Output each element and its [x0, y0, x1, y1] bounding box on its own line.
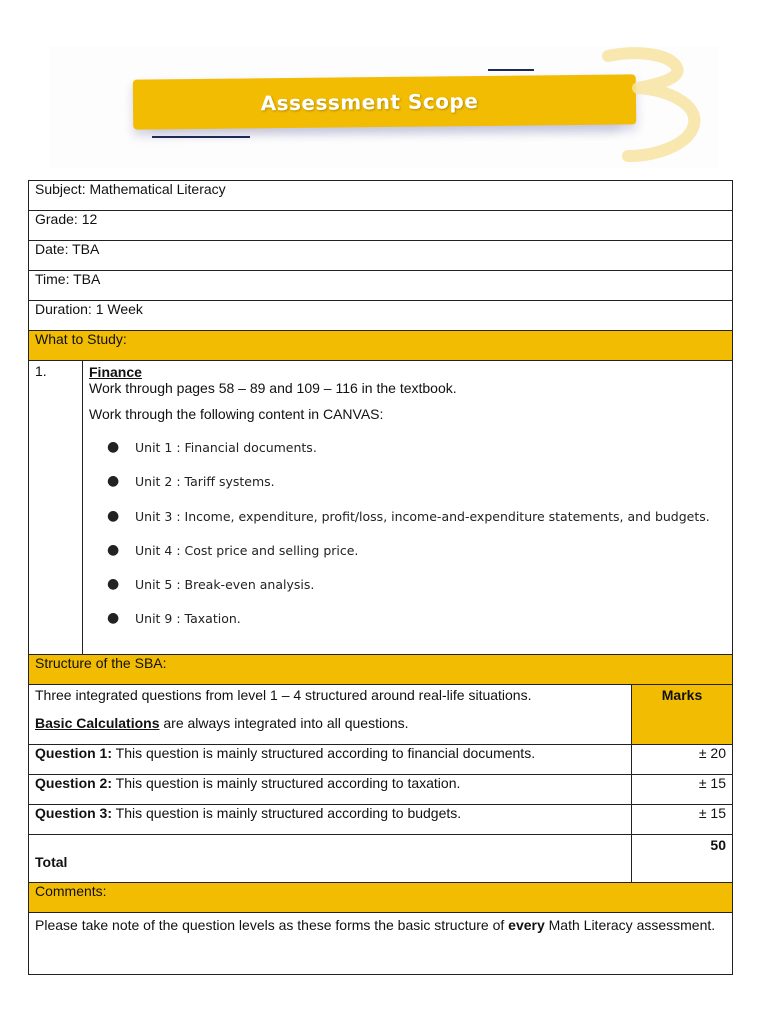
finance-cell: [83, 361, 733, 655]
decorative-line: [488, 69, 534, 71]
bullet-icon: ●: [107, 439, 120, 455]
textbook-pages-text: Work through pages 58 – 89 and 109 – 116 in the textbook.: [89, 380, 457, 396]
total-marks: 50: [632, 835, 733, 883]
date-cell: Date: TBA: [29, 241, 733, 271]
duration-cell: Duration: 1 Week: [29, 301, 733, 331]
swoosh-decoration-icon: [598, 44, 708, 168]
unit-list: [107, 440, 726, 646]
assessment-table: [28, 180, 733, 975]
question-marks: ± 15: [632, 805, 733, 835]
finance-heading: Finance: [89, 364, 142, 380]
time-cell: Time: TBA: [29, 271, 733, 301]
table-row: [29, 805, 733, 835]
comments-row: [29, 913, 733, 975]
question-cell: Question 2: This question is mainly structured according to taxation.: [29, 775, 632, 805]
banner: [133, 74, 636, 129]
marks-header: Marks: [632, 685, 733, 745]
list-item: ● Unit 2 : Tariff systems.: [107, 473, 275, 490]
comments-text: Please take note of the question levels as these forms the basic structure of every Math Literacy assessment.: [29, 913, 733, 975]
subject-cell: Subject: Mathematical Literacy: [29, 181, 733, 211]
grade-cell: Grade: 12: [29, 211, 733, 241]
decorative-line: [152, 136, 250, 138]
question-cell: Question 1: This question is mainly structured according to financial documents.: [29, 745, 632, 775]
finance-row: [29, 361, 733, 655]
canvas-text: Work through the following content in CANVAS:: [89, 406, 384, 422]
basic-calculations-text: Basic Calculations are always integrated into all questions.: [35, 715, 409, 731]
bullet-icon: ●: [107, 610, 120, 627]
structure-intro-cell: [29, 685, 632, 745]
table-row: [29, 745, 733, 775]
total-label: Total: [29, 835, 632, 883]
list-item: ● Unit 4 : Cost price and selling price.: [107, 541, 359, 558]
bullet-icon: ●: [107, 576, 120, 593]
bullet-icon: ●: [107, 507, 120, 524]
table-row: [29, 775, 733, 805]
structure-intro-text: Three integrated questions from level 1 – 4 structured around real-life situations.: [35, 687, 532, 703]
question-cell: Question 3: This question is mainly structured according to budgets.: [29, 805, 632, 835]
question-marks: ± 20: [632, 745, 733, 775]
bullet-icon: ●: [107, 473, 120, 490]
what-to-study-heading: What to Study:: [29, 331, 733, 361]
page-title: Assessment Scope: [260, 89, 479, 116]
structure-heading: Structure of the SBA:: [29, 655, 733, 685]
list-item: ● Unit 3 : Income, expenditure, profit/loss, income-and-expenditure statements, and budgets.: [107, 507, 710, 524]
total-row: [29, 835, 733, 883]
comments-heading: Comments:: [29, 883, 733, 913]
bullet-icon: ●: [107, 541, 120, 558]
list-item: ● Unit 5 : Break-even analysis.: [107, 576, 315, 593]
list-item: ● Unit 1 : Financial documents.: [107, 439, 317, 455]
list-item: ● Unit 9 : Taxation.: [107, 610, 241, 627]
item-number: 1.: [29, 361, 83, 655]
question-marks: ± 15: [632, 775, 733, 805]
structure-intro-row: [29, 685, 733, 745]
